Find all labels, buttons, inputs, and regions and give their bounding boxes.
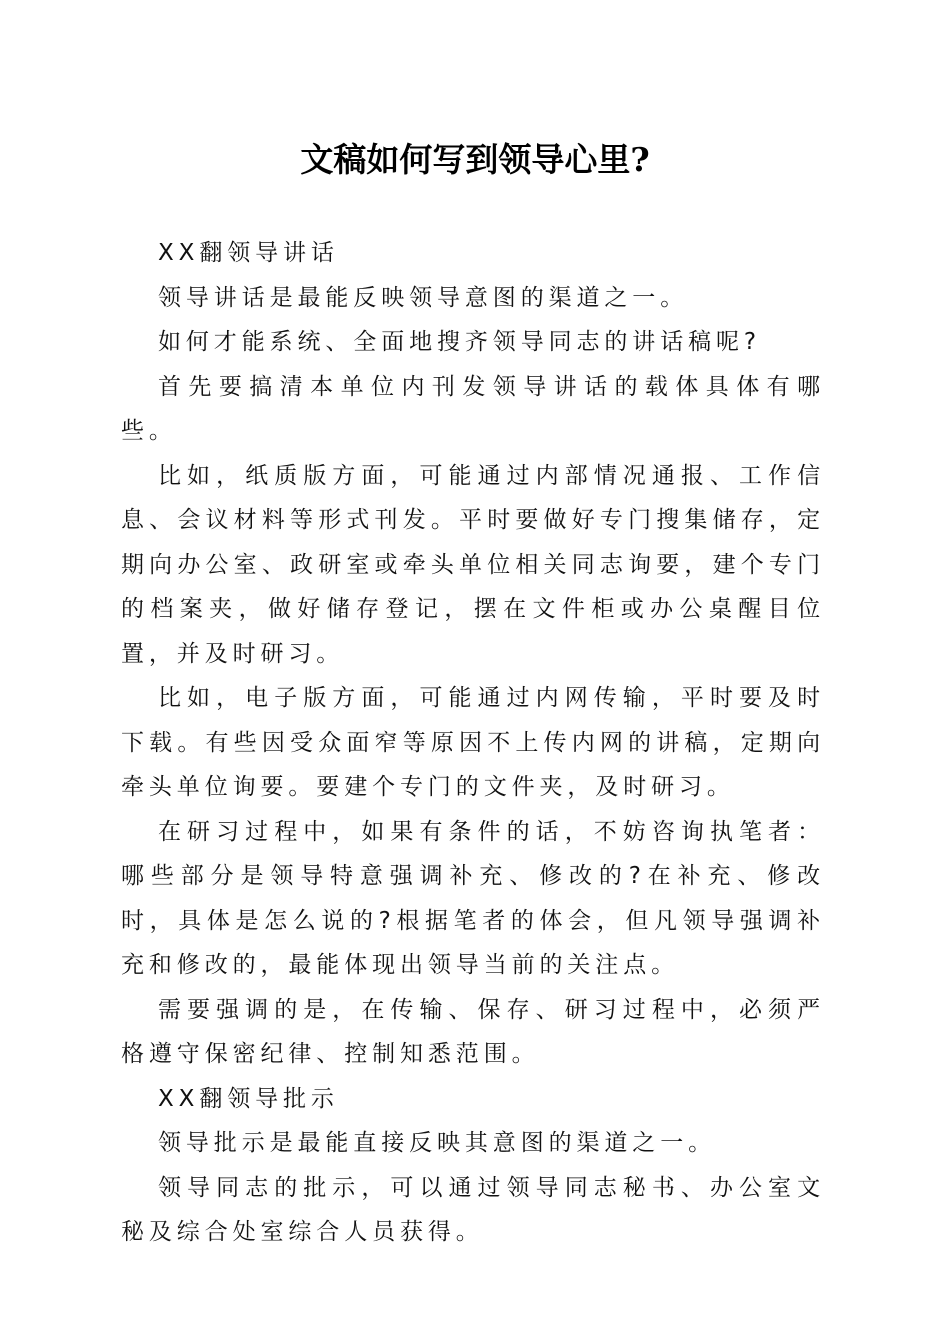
document-title: 文稿如何写到领导心里? [300,140,650,179]
paragraph: 在研习过程中，如果有条件的话，不妨咨询执笔者：哪些部分是领导特意强调补充、修改的?在补充、修改时，具体是怎么说的?根据笔者的体会，但凡领导强调补充和修改的，最能体现出领导当前的关注点。 [121,818,825,978]
paragraph: 比如，纸质版方面，可能通过内部情况通报、工作信息、会议材料等形式刊发。平时要做好专门搜集储存，定期向办公室、政研室或牵头单位相关同志询要，建个专门的档案夹，做好储存登记，摆在文件柜或办公桌醒目位置，并及时研习。 [121,462,825,667]
paragraph: 领导同志的批示，可以通过领导同志秘书、办公室文秘及综合处室综合人员获得。 [121,1174,825,1245]
section-heading-speech: XX翻领导讲话 [158,240,339,266]
paragraph: 首先要搞清本单位内刊发领导讲话的载体具体有哪些。 [121,373,825,444]
paragraph: 如何才能系统、全面地搜齐领导同志的讲话稿呢? [158,329,762,355]
paragraph: 需要强调的是，在传输、保存、研习过程中，必须严格遵守保密纪律、控制知悉范围。 [121,996,825,1067]
section-heading-instructions: XX翻领导批示 [158,1085,339,1112]
paragraph: 领导批示是最能直接反映其意图的渠道之一。 [158,1130,716,1156]
paragraph: 比如，电子版方面，可能通过内网传输，平时要及时下载。有些因受众面窄等原因不上传内网的讲稿，定期向牵头单位询要。要建个专门的文件夹，及时研习。 [121,685,825,800]
document-body [121,231,825,1255]
paragraph: 领导讲话是最能反映领导意图的渠道之一。 [158,284,689,311]
